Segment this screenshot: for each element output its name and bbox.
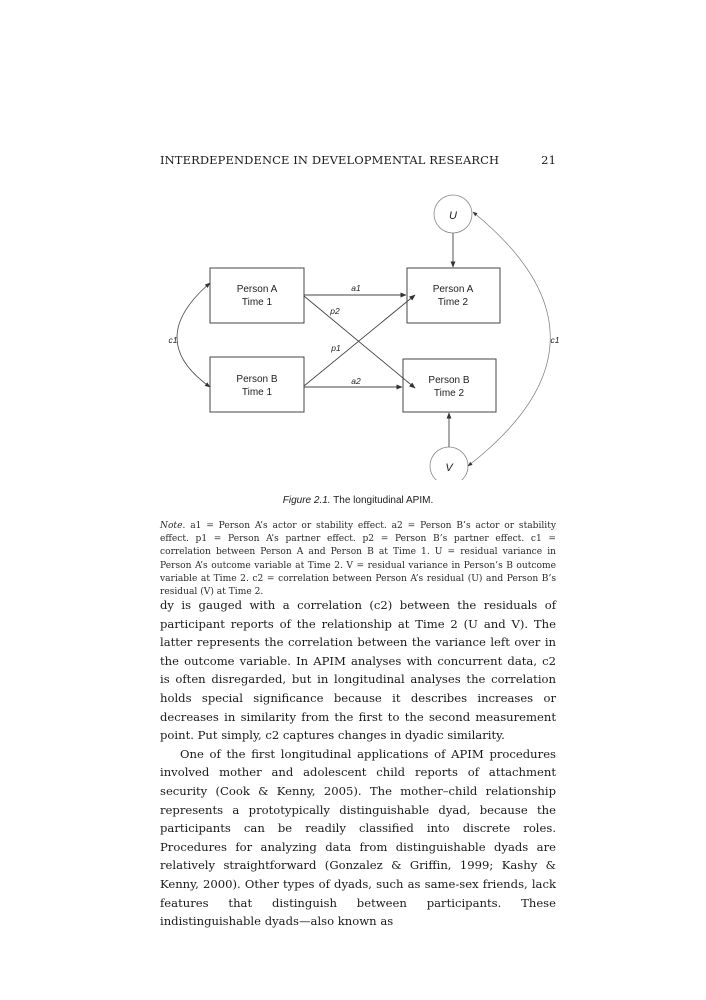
node-person-b-time1 <box>210 357 304 412</box>
label-p2: p2 <box>330 306 340 316</box>
path-p2-arrow <box>304 296 415 388</box>
body-paragraph-2: One of the first longitudinal applications of APIM procedures involved mother and adolescent child reports of attachment security (Cook & Kenny, 2005). The mother–child relationship represents a prototypically distinguishable dyad, because the participants can be readily classified into discrete roles. Procedures for analyzing data from distinguishable dyads are relatively straightforward (Gonzalez & Griffin, 1999; Kashy & Kenny, 2000). Other types of dyads, such as same-sex friends, lack features that distinguish between participants. These indistinguishable dyads—also known as <box>160 746 556 929</box>
apim-figure <box>160 190 580 480</box>
node-person-a-time2-line2: Time 2 <box>437 297 469 308</box>
path-c1-right-curve <box>468 212 550 466</box>
node-person-b-time2-line2: Time 2 <box>433 388 465 399</box>
figure-caption <box>160 495 556 506</box>
figure-note <box>160 520 556 599</box>
figure-caption-label: Figure 2.1. <box>282 495 331 506</box>
label-a1: a1 <box>351 283 361 293</box>
running-header <box>160 153 556 167</box>
node-person-a-time2-line1: Person A <box>432 284 474 295</box>
path-p1-arrow <box>304 295 415 386</box>
node-person-a-time2 <box>407 268 500 323</box>
residual-u-label: U <box>449 210 457 222</box>
label-c1-right: c1 <box>550 335 560 345</box>
node-person-b-time1-line2: Time 1 <box>241 387 273 398</box>
apim-diagram <box>160 190 580 480</box>
figure-note-label: Note. <box>160 521 186 531</box>
figure-note-text: a1 = Person A’s actor or stability effect. a2 = Person B’s actor or stability effect. p1 = Person A’s partner effect. p2 = Person B’s partner effect. c1 = correlation between Person A and Person B at Time 1. U = residual variance in Person A’s outcome variable at Time 2. V = residual variance in Person’s B outcome variable at Time 2. c2 = correlation between Person A’s residual (U) and Person B’s residual (V) at Time 2. <box>160 521 556 598</box>
node-person-b-time2 <box>403 359 496 412</box>
body-text <box>160 596 556 931</box>
node-residual-u <box>434 195 472 233</box>
node-person-a-time1-line2: Time 1 <box>241 297 273 308</box>
body-paragraph-1: dy is gauged with a correlation (c2) between the residuals of participant reports of the relationship at Time 2 (U and V). The latter represents the correlation between the variance left over in the outcome variable. In APIM analyses with concurrent data, c2 is often disregarded, but in longitudinal analyses the correlation holds special significance because it describes increases or decreases in similarity from the first to the second measurement point. Put simply, c2 captures changes in dyadic similarity. <box>160 598 556 743</box>
path-c1-left-curve <box>177 283 210 387</box>
node-person-a-time1 <box>210 268 304 323</box>
label-p1: p1 <box>331 343 341 353</box>
residual-v-label: V <box>445 462 453 474</box>
running-title: INTERDEPENDENCE IN DEVELOPMENTAL RESEARCH <box>160 153 500 167</box>
label-c1-left: c1 <box>168 335 178 345</box>
figure-caption-text: The longitudinal APIM. <box>330 495 434 506</box>
node-person-b-time2-line1: Person B <box>428 375 470 386</box>
page-number: 21 <box>541 153 556 167</box>
node-residual-v <box>430 447 468 480</box>
label-a2: a2 <box>351 376 361 386</box>
node-person-b-time1-line1: Person B <box>236 374 278 385</box>
node-person-a-time1-line1: Person A <box>236 284 278 295</box>
